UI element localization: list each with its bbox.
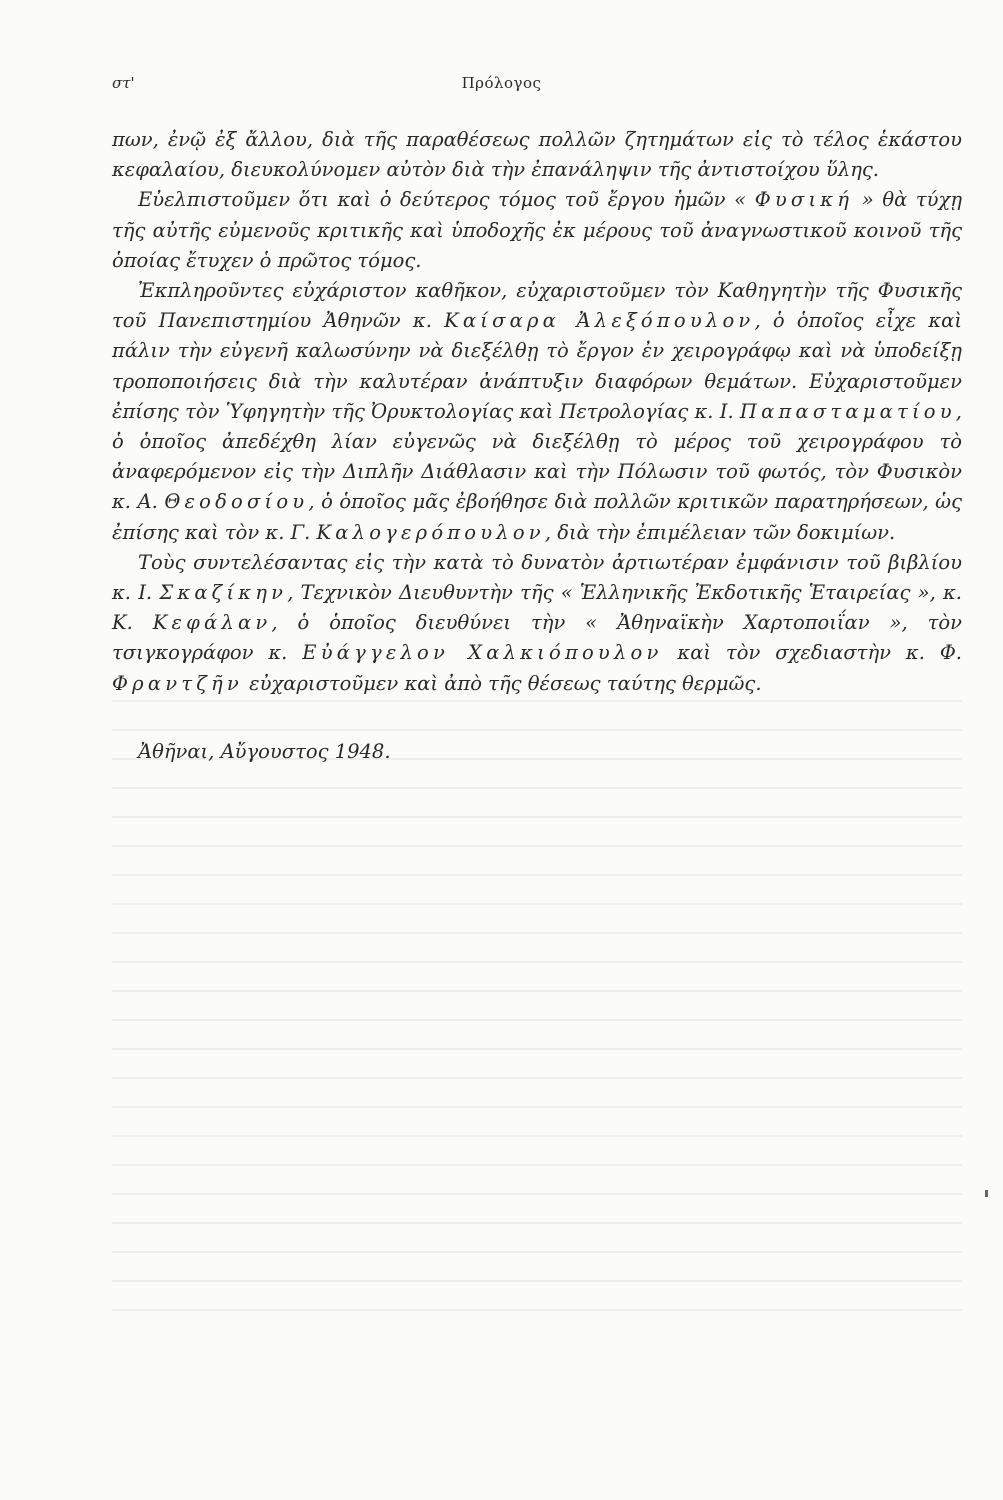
p4-g: καὶ τὸν σχεδιαστὴν κ. Φ. (662, 641, 962, 665)
p4-c: , Τεχνικὸν Διευθυντὴν τῆς « Ἑλληνικῆς Ἐκδοτικῆς Ἑταιρείας », κ. Κ. (112, 581, 962, 635)
p3-c: , ὁ ὁποῖος εἶχε καὶ πάλιν τὴν εὐγενῆ καλωσύνην νὰ διεξέλθῃ τὸ ἔργον ἐν χειρογράφῳ καὶ νὰ ὑποδείξῃ τροποποιήσεις διὰ τὴν καλυτέραν ἀνάπτυξιν διαφόρων θεμάτων. Εὐχαριστοῦμεν ἐπίσης τὸν Ὑφηγητὴν τῆς Ὀρυκτολογίας καὶ Πετρολογίας κ. Ι. (112, 309, 962, 423)
paragraph-production-thanks (112, 548, 962, 699)
p3-e: , ὁ ὁποῖος ἀπεδέχθη λίαν εὐγενῶς νὰ διεξέλθῃ τὸ μέρος τοῦ χειρογράφου τὸ ἀναφερόμενον εἰς τὴν Διπλῆν Διάθλασιν καὶ τὴν Πόλωσιν τοῦ φωτός, τὸν Φυσικὸν κ. Α. (112, 399, 962, 514)
p2-a: Εὐελπιστοῦμεν ὅτι καὶ ὁ δεύτερος τόμος τοῦ ἔργου ἡμῶν « (138, 188, 755, 212)
p2-c: » θὰ τύχῃ τῆς αὐτῆς εὐμενοῦς κριτικῆς καὶ ὑποδοχῆς ἐκ μέρους τοῦ ἀναγνωστικοῦ κοινοῦ τῆς ὁποίας ἔτυχεν ὁ πρῶτος τόμος. (112, 188, 962, 272)
p4-i: εὐχαριστοῦμεν καὶ ἀπὸ τῆς θέσεως ταύτης θερμῶς. (242, 671, 762, 695)
margin-mark (985, 1190, 988, 1197)
name-frantzis: Φραντζῆν (112, 671, 243, 695)
ghost-show-through (112, 700, 962, 1360)
name-kalogeropoulos: Καλογερόπουλον (316, 520, 545, 544)
book-title: Φυσική (754, 188, 854, 212)
page-number: στ' (112, 74, 135, 92)
name-chalkiopoulos: Εὐάγγελον Χαλκιόπουλον (302, 641, 663, 665)
paragraph-continuation: πων, ἐνῷ ἐξ ἄλλου, διὰ τῆς παραθέσεως πολλῶν ζητημάτων εἰς τὸ τέλος ἑκάστου κεφαλαίου, διευκολύνομεν αὐτὸν διὰ τὴν ἐπανάληψιν τῆς ἀντιστοίχου ὕλης. (112, 128, 962, 182)
p3-g: , ὁ ὁποῖος μᾶς ἐβοήθησε διὰ πολλῶν κριτικῶν παρατηρήσεων, ὡς ἐπίσης καὶ τὸν κ. Γ. (112, 490, 962, 544)
name-theodosiou: Θεοδοσίου (164, 490, 309, 514)
name-papastamatiou: Παπασταματίου (739, 399, 956, 423)
name-kefalas: Κεφάλαν (152, 611, 272, 635)
p3-i: , διὰ τὴν ἐπιμέλειαν τῶν δοκιμίων. (544, 520, 896, 544)
p3-a: Ἐκπληροῦντες εὐχάριστον καθῆκον, εὐχαριστοῦμεν τὸν Καθηγητὴν τῆς Φυσικῆς τοῦ Πανεπιστημίου Ἀθηνῶν κ. (112, 279, 962, 333)
running-head: Πρόλογος (461, 74, 542, 92)
p4-e: , ὁ ὁποῖος διευθύνει τὴν « Ἀθηναϊκὴν Χαρτοποιΐαν », τὸν τσιγκογράφον κ. (112, 611, 962, 665)
signoff-place-date: Ἀθῆναι, Αὔγουστος 1948. (138, 740, 391, 763)
p4-a: Τοὺς συντελέσαντας εἰς τὴν κατὰ τὸ δυνατὸν ἀρτιωτέραν ἐμφάνισιν τοῦ βιβλίου κ. Ι. (112, 550, 962, 605)
name-skazikis: Σκαζίκην (159, 581, 288, 605)
paragraph-acknowledgements (112, 276, 962, 548)
paragraph-second-volume (112, 185, 962, 276)
name-alexopoulos: Καίσαρα Ἀλεξόπουλον (444, 309, 755, 333)
body-text (112, 125, 962, 699)
